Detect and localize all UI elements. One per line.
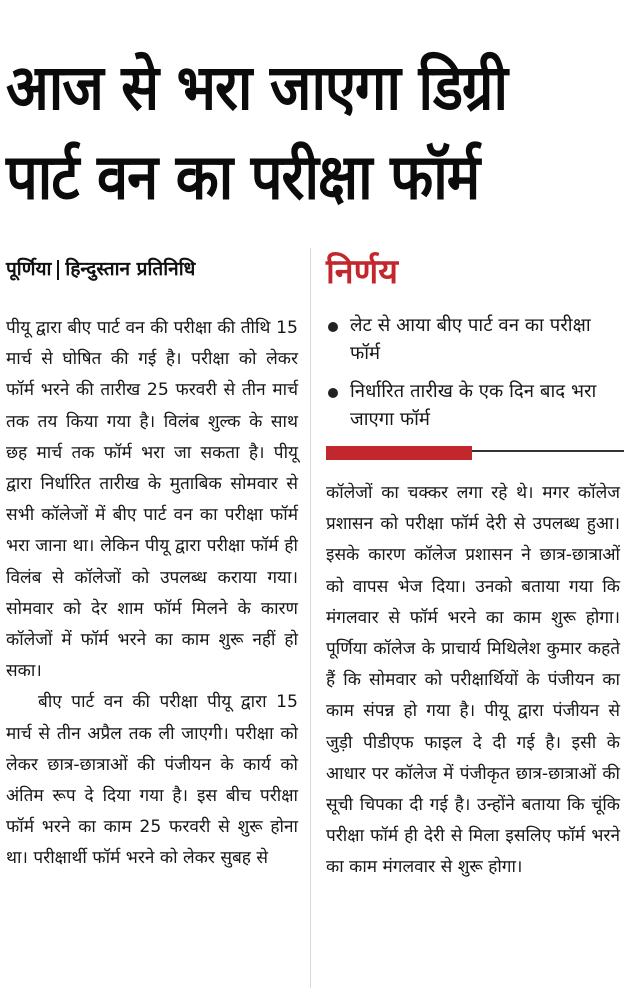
byline-separator: [57, 260, 59, 280]
article-left-column: [6, 313, 298, 875]
decision-box-accent-bar: [326, 446, 472, 460]
headline-line-1: आज से भरा जाएगा डिग्री: [6, 51, 508, 125]
headline: [6, 44, 626, 223]
decision-box-title: निर्णय: [326, 252, 398, 292]
bullet-icon: [328, 322, 338, 332]
headline-line-2: पार्ट वन का परीक्षा फॉर्म: [6, 141, 480, 215]
decision-box-item: [326, 312, 620, 368]
decision-box-item: [326, 378, 620, 434]
byline-place: पूर्णिया: [6, 258, 52, 280]
bullet-icon: [328, 388, 338, 398]
decision-box-list: [326, 312, 620, 444]
decision-box-item-text: लेट से आया बीए पार्ट वन का परीक्षा फॉर्म: [350, 315, 591, 364]
byline-source: हिन्दुस्तान प्रतिनिधि: [65, 258, 196, 280]
decision-box-item-text: निर्धारित तारीख के एक दिन बाद भरा जाएगा फॉर्म: [350, 381, 597, 430]
cropped-text-fragment: [200, 0, 400, 4]
byline: [6, 255, 195, 281]
article-paragraph-2: बीए पार्ट वन की परीक्षा पीयू द्वारा 15 मार्च से तीन अप्रैल तक ली जाएगी। परीक्षा को लेकर छात्र-छात्राओं की पंजीयन के कार्य को अंतिम रूप दे दिया गया है। इस बीच परीक्षा फॉर्म भरने का काम 25 फरवरी से शुरू होना था। परीक्षार्थी फॉर्म भरने को लेकर सुबह से: [6, 692, 298, 869]
column-divider: [310, 248, 311, 988]
article-paragraph-1: पीयू द्वारा बीए पार्ट वन की परीक्षा की तीथि 15 मार्च से घोषित की गई है। परीक्षा को लेकर फॉर्म भरने की तारीख 25 फरवरी से तीन मार्च तक तय किया गया है। विलंब शुल्क के साथ छह मार्च तक फॉर्म भरा जा सकता है। पीयू द्वारा निर्धारित तारीख के मुताबिक सोमवार से सभी कॉलेजों में बीए पार्ट वन का परीक्षा फॉर्म भरा जाना था। लेकिन पीयू द्वारा परीक्षा फॉर्म ही विलंब से कॉलेजों को उपलब्ध कराया गया। सोमवार को देर शाम फॉर्म मिलने के कारण कॉलेजों में फॉर्म भरने का काम शुरू नहीं हो सका।: [6, 318, 298, 682]
article-paragraph-3: कॉलेजों का चक्कर लगा रहे थे। मगर कॉलेज प्रशासन को परीक्षा फॉर्म देरी से उपलब्ध हुआ। इसके कारण कॉलेज प्रशासन ने छात्र-छात्राओं को वापस भेज दिया। उनको बताया गया कि मंगलवार से फॉर्म भरने का काम शुरू होगा। पूर्णिया कॉलेज के प्राचार्य मिथिलेश कुमार कहते हैं कि सोमवार को परीक्षार्थियों के पंजीयन का काम संपन्न हो गया है। पीयू द्वारा पंजीयन से जुड़ी पीडीएफ फाइल दे दी गई है। इसी के आधार पर कॉलेज में पंजीकृत छात्र-छात्राओं की सूची चिपका दी गई है। उन्होंने बताया कि चूंकि परीक्षा फॉर्म ही देरी से मिला इसलिए फॉर्म भरने का काम मंगलवार से शुरू होगा।: [326, 483, 620, 878]
article-right-column: [326, 478, 620, 884]
